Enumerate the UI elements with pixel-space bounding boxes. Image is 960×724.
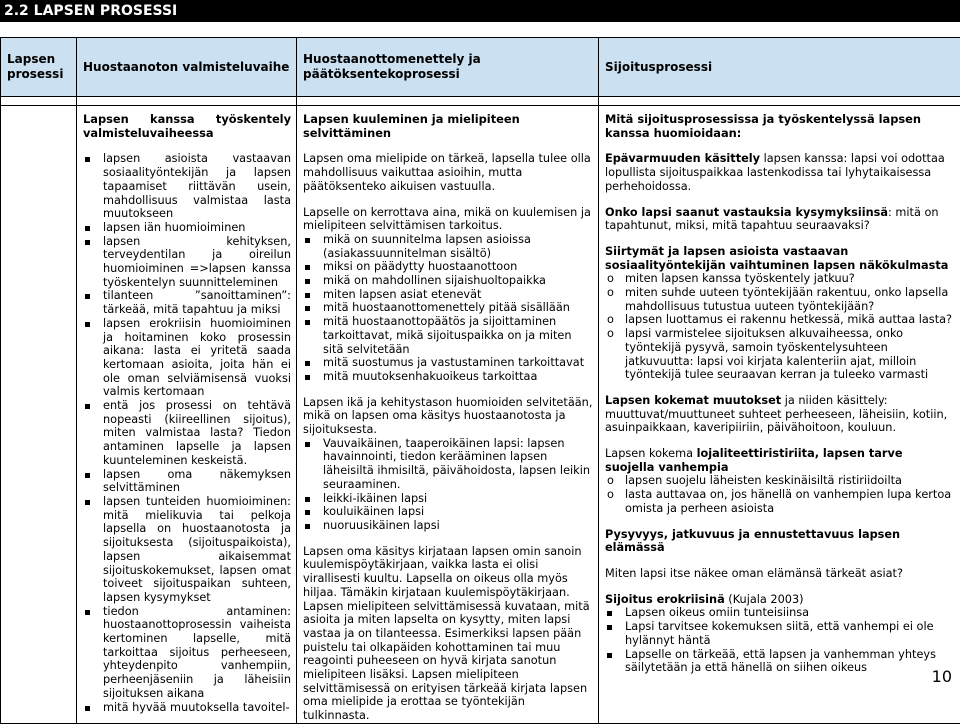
empty-cell bbox=[1, 106, 77, 724]
list-item: mitä huostaanottopäätös ja sijoittaminen tarkoittavat, mikä sijoituspaikka on ja miten sitä selvitetään bbox=[303, 315, 593, 356]
col3-list3 bbox=[605, 606, 955, 675]
list-item: mitä muutoksenhakuoikeus tarkoittaa bbox=[303, 370, 593, 384]
list-item: Lapsen oikeus omiin tunteisiinsa bbox=[605, 606, 955, 620]
col1-title: Lapsen kanssa työskentely valmisteluvaiheessa bbox=[83, 113, 291, 140]
list-item: Vauvaikäinen, taaperoikäinen lapsi: lapsen havainnointi, tiedon kerääminen lapsen läheisiltä ihmisiltä, päivähoidosta, lapsen leikin seuraaminen. bbox=[303, 437, 593, 492]
content-row bbox=[1, 106, 960, 724]
spacer-cell bbox=[599, 97, 960, 106]
list-item: mikä on suunnitelma lapsen asioissa (asiakassuunnitelman sisältö) bbox=[303, 233, 593, 260]
col2-list1 bbox=[303, 233, 593, 384]
header-cell bbox=[297, 38, 599, 97]
list-item: Lapsi tarvitsee kokemuksen siitä, että vanhempi ei ole hylännyt häntä bbox=[605, 620, 955, 647]
table-header-row bbox=[1, 38, 960, 97]
list-item: lapsen iän huomioiminen bbox=[83, 221, 291, 235]
col2-paragraph: Lapsen ikä ja kehitystason huomioiden selvitetään, mikä on lapsen oma käsitys huostaanotosta ja sijoituksesta. bbox=[303, 396, 593, 437]
list-item: o lapsen luottamus ei rakennu hetkessä, mikä auttaa lasta? bbox=[605, 313, 955, 327]
text: ja niiden käsittely: muuttuvat/muuttuneet suhteet perheeseen, läheisiin, kotiin, asuinpaikkaan, kaveripiiriin, päivähoitoon, kouluun. bbox=[605, 394, 947, 434]
process-table bbox=[0, 37, 960, 724]
bold-text: Lapsen kokemat muutokset bbox=[605, 394, 781, 407]
list-item: tiedon antaminen: huostaanottoprosessin vaiheista kertominen lapselle, mitä tarkoittaa sijoitus perheeseen, yhteydenpito vanhempiin, perheenjäseniin ja läheisiin sijoituksen aikana bbox=[83, 605, 291, 701]
list-item: tilanteen ”sanoittaminen”: tärkeää, mitä tapahtuu ja miksi bbox=[83, 289, 291, 316]
list-item: Lapselle on tärkeää, että lapsen ja vanhemman yhteys säilytetään ja että hänellä on siihen oikeus bbox=[605, 648, 955, 675]
bold-text: lojaliteettiristiriita, lapsen tarve suojella vanhempia bbox=[605, 447, 902, 474]
list-item: o miten lapsen kanssa työskentely jatkuu? bbox=[605, 272, 955, 286]
col2-title: Lapsen kuuleminen ja mielipiteen selvittäminen bbox=[303, 113, 593, 140]
list-item: o miten suhde uuteen työntekijään rakentuu, onko lapsella mahdollisuus tutustua uuteen työntekijään? bbox=[605, 286, 955, 313]
list-item: mitä suostumus ja vastustaminen tarkoittavat bbox=[303, 356, 593, 370]
text: : mitä on tapahtunut, miksi, mitä tapahtuu seuraavaksi? bbox=[605, 206, 939, 233]
col3-paragraph: Miten lapsi itse näkee oman elämänsä tärkeät asiat? bbox=[605, 567, 955, 581]
list-item: lapsen asioista vastaavan sosiaalityöntekijän ja lapsen tapaamiset riittävän usein, mahdollisuus valmistaa lasta muutokseen bbox=[83, 152, 291, 221]
col3-subheading: Pysyvyys, jatkuvuus ja ennustettavuus lapsen elämässä bbox=[605, 528, 955, 555]
list-item: leikki-ikäinen lapsi bbox=[303, 492, 593, 506]
list-item: kouluikäinen lapsi bbox=[303, 505, 593, 519]
list-item: mikä on mahdollinen sijaishuoltopaikka bbox=[303, 274, 593, 288]
bold-text: Onko lapsi saanut vastauksia kysymyksiinsä bbox=[605, 206, 888, 219]
spacer-cell bbox=[77, 97, 297, 106]
list-item: miksi on päädytty huostaanottoon bbox=[303, 260, 593, 274]
header-valmisteluvaihe: Huostaanoton valmisteluvaihe bbox=[77, 60, 296, 75]
header-menettely: Huostaanottomenettely ja päätöksentekoprosessi bbox=[297, 52, 598, 82]
section-title: 2.2 LAPSEN PROSESSI bbox=[0, 0, 960, 22]
list-item: o lasta auttavaa on, jos hänellä on vanhempien lupa kertoa omista ja perheen asioista bbox=[605, 488, 955, 515]
col1-list bbox=[83, 152, 291, 714]
col3-paragraph bbox=[605, 394, 955, 435]
text: (Kujala 2003) bbox=[725, 593, 804, 606]
header-cell bbox=[599, 38, 960, 97]
list-item: lapsen kehityksen, terveydentilan ja oireilun huomioiminen =>lapsen kanssa työskentelyn suunnitteleminen bbox=[83, 235, 291, 290]
list-item: lapsen tunteiden huomioiminen: mitä mielikuvia tai pelkoja lapsella on huostaanotosta ja sijoituksesta (sijoituspaikoista), lapsen aikaisemmat sijoituskokemukset, lapsen omat toiveet sijoituspaikan suhteen, lapsen kysymykset bbox=[83, 495, 291, 605]
header-cell bbox=[77, 38, 297, 97]
col3-list2 bbox=[605, 474, 955, 515]
col3-subheading: Siirtymät ja lapsen asioista vastaavan sosiaalityöntekijän vaihtuminen lapsen näkökulmasta bbox=[605, 245, 955, 272]
col2-list2 bbox=[303, 437, 593, 533]
page-number: 10 bbox=[930, 667, 954, 686]
col2-paragraph: Lapselle on kerrottava aina, mikä on kuulemisen ja mielipiteen selvittämisen tarkoitus. bbox=[303, 206, 593, 233]
bold-text: Epävarmuuden käsittely bbox=[605, 152, 760, 165]
spacer-cell bbox=[297, 97, 599, 106]
list-item: lapsen oma näkemyksen selvittäminen bbox=[83, 468, 291, 495]
col-valmisteluvaihe bbox=[77, 106, 297, 724]
bold-text: Sijoitus erokriisinä bbox=[605, 593, 725, 606]
list-item: mitä hyvää muutoksella tavoitel- bbox=[83, 701, 291, 715]
list-item: lapsen erokriisin huomioiminen ja hoitaminen koko prosessin aikana: lasta ei yritetä saada kertomaan asioita, joita hän ei ole oman selviämisensä vuoksi valmis kertomaan bbox=[83, 317, 291, 399]
list-item: nuoruusikäinen lapsi bbox=[303, 519, 593, 533]
list-item: o lapsi varmistelee sijoituksen alkuvaiheessa, onko työntekijä pysyvä, samoin työskentelysuhteen jatkuvuutta: lapsi voi kirjata kalenteriin ajat, milloin työntekijä tulee seuraavan kerran ja tuleeko varmasti bbox=[605, 327, 955, 382]
col2-paragraph: Lapsen oma käsitys kirjataan lapsen omin sanoin kuulemispöytäkirjaan, vaikka lasta ei olisi virallisesti kuultu. Lapsella on oikeus olla myös hiljaa. Tämäkin kirjataan kuulemispöytäkirjaan. Lapsen mielipiteen selvittämisessä kuvataan, mitä asioita ja miten lapselta on kysytty, miten lapsi vastaa ja on tilanteessa. Esimerkiksi lapsen pään puistelu tai olkapäiden kohottaminen tai muu reagointi puheeseen on hyvä kirjata sanotun mielipiteen lisäksi. Lapsen mielipiteen selvittämisessä on erityisen tärkeää kirjata lapsen oma mielipide ja erottaa se työntekijän tulkinnasta. bbox=[303, 545, 593, 723]
list-item: entä jos prosessi on tehtävä nopeasti (kiireellinen sijoitus), miten valmistaa lasta? Tiedon antaminen lapselle ja lapsen kuunteleminen keskeistä. bbox=[83, 399, 291, 468]
col3-list1 bbox=[605, 272, 955, 382]
col2-paragraph: Lapsen oma mielipide on tärkeä, lapsella tulee olla mahdollisuus vaikuttaa asioihin, mutta päätöksenteko aikuisen vastuulla. bbox=[303, 152, 593, 193]
list-item: o lapsen suojelu läheisten keskinäisiltä ristiriidoilta bbox=[605, 474, 955, 488]
col3-paragraph bbox=[605, 447, 955, 474]
col3-title: Mitä sijoitusprosessissa ja työskentelyssä lapsen kanssa huomioidaan: bbox=[605, 113, 955, 140]
text: Lapsen kokema bbox=[605, 447, 697, 460]
col3-paragraph bbox=[605, 206, 955, 233]
col3-paragraph bbox=[605, 593, 955, 607]
col3-paragraph bbox=[605, 152, 955, 193]
spacer-row bbox=[1, 97, 960, 106]
header-lapsen-prosessi: Lapsen prosessi bbox=[1, 52, 76, 82]
spacer-cell bbox=[1, 97, 77, 106]
list-item: miten lapsen asiat etenevät bbox=[303, 288, 593, 302]
header-cell bbox=[1, 38, 77, 97]
col-menettely bbox=[297, 106, 599, 724]
header-sijoitusprosessi: Sijoitusprosessi bbox=[599, 60, 960, 75]
col-sijoitusprosessi bbox=[599, 106, 960, 724]
list-item: mitä huostaanottomenettely pitää sisällään bbox=[303, 301, 593, 315]
text: lapsen kanssa: lapsi voi odottaa lopullista sijoituspaikkaa lastenkodissa tai lyhytaikaisessa perhehoidossa. bbox=[605, 152, 945, 192]
